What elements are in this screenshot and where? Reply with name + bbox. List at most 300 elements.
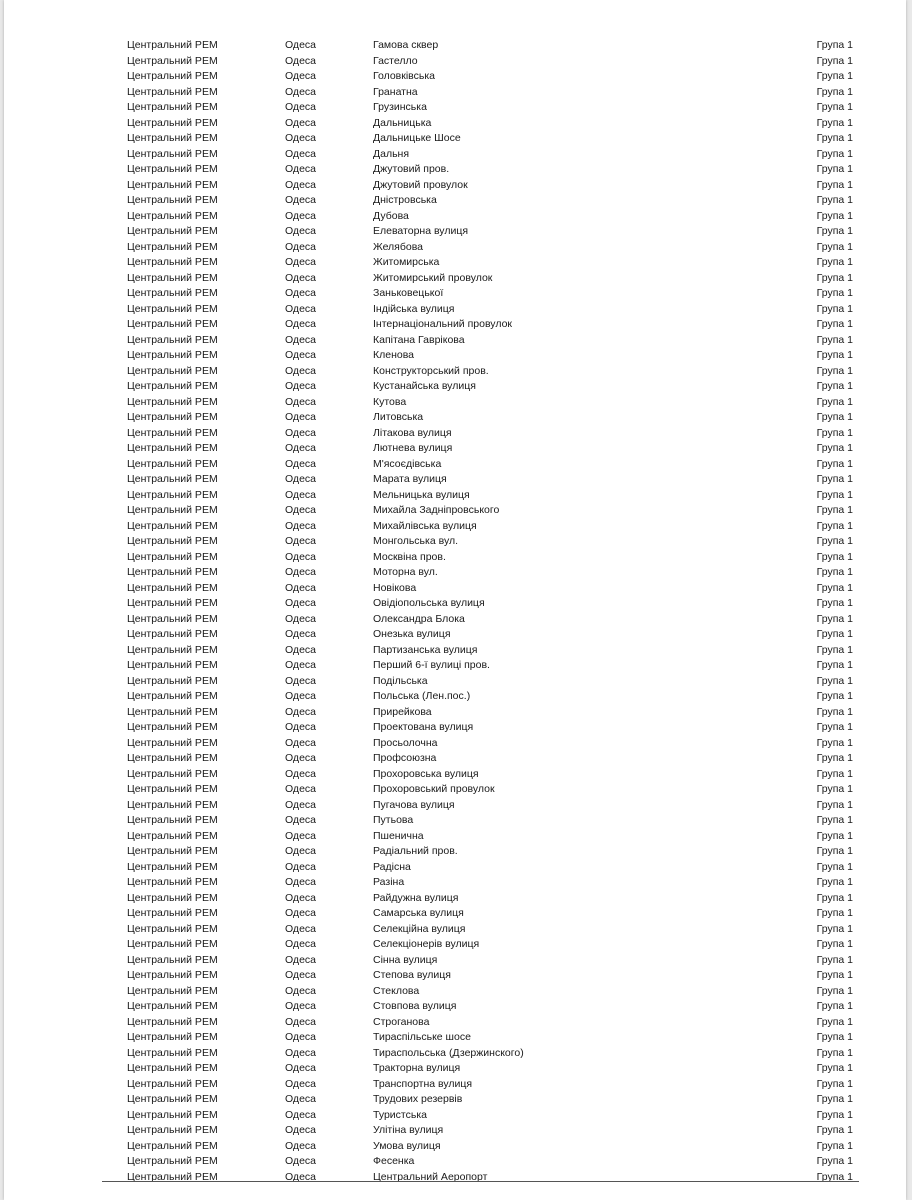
table-row (127, 550, 853, 566)
rem-cell: Центральний РЕМ (127, 225, 218, 237)
table-row (127, 581, 853, 597)
city-cell: Одеса (285, 318, 316, 330)
group-cell: Група 1 (816, 690, 853, 702)
street-cell: Фесенка (373, 1155, 415, 1167)
city-cell: Одеса (285, 752, 316, 764)
city-cell: Одеса (285, 721, 316, 733)
table-row (127, 193, 853, 209)
group-cell: Група 1 (816, 302, 853, 315)
group-cell: Група 1 (816, 612, 853, 625)
city-cell: Одеса (285, 984, 316, 997)
street-cell: Лютнева вулиця (373, 442, 453, 454)
city-cell: Одеса (285, 178, 316, 191)
table-row (127, 457, 853, 473)
rem-cell: Центральний РЕМ (127, 984, 218, 997)
city-cell: Одеса (285, 1124, 316, 1136)
street-cell: Моторна вул. (373, 566, 438, 578)
city-cell: Одеса (285, 628, 316, 640)
street-cell: Умова вулиця (373, 1139, 441, 1152)
group-cell: Група 1 (816, 287, 853, 299)
group-cell: Група 1 (816, 147, 853, 160)
table-row (127, 984, 853, 1000)
rem-cell: Центральний РЕМ (127, 876, 218, 888)
group-cell: Група 1 (816, 1000, 853, 1012)
street-cell: Тракторна вулиця (373, 1062, 461, 1074)
rem-cell: Центральний РЕМ (127, 814, 218, 826)
street-cell: Кустанайська вулиця (373, 380, 476, 392)
city-cell: Одеса (285, 411, 316, 423)
table-row (127, 937, 853, 953)
table-row (127, 488, 853, 504)
table-row (127, 38, 853, 54)
rem-cell: Центральний РЕМ (127, 597, 218, 609)
street-cell: Елеваторна вулиця (373, 225, 469, 237)
street-cell: Селекціонерів вулиця (373, 938, 480, 950)
table-row (127, 782, 853, 798)
rem-cell: Центральний РЕМ (127, 1155, 218, 1167)
street-cell: Радіальний пров. (373, 845, 458, 857)
table-row (127, 54, 853, 70)
city-cell: Одеса (285, 814, 316, 826)
rem-cell: Центральний РЕМ (127, 1062, 218, 1074)
city-cell: Одеса (285, 225, 316, 237)
rem-cell: Центральний РЕМ (127, 953, 218, 966)
table-row (127, 302, 853, 318)
table-row (127, 69, 853, 85)
table-row (127, 426, 853, 442)
table-row (127, 395, 853, 411)
table-row (127, 689, 853, 705)
table-row (127, 379, 853, 395)
city-cell: Одеса (285, 1093, 316, 1105)
city-cell: Одеса (285, 240, 316, 253)
rem-cell: Центральний РЕМ (127, 488, 218, 501)
group-cell: Група 1 (816, 643, 853, 656)
street-cell: Джутовий провулок (373, 178, 468, 191)
group-cell: Група 1 (816, 628, 853, 640)
rem-cell: Центральний РЕМ (127, 752, 218, 764)
group-cell: Група 1 (816, 225, 853, 237)
rem-cell: Центральний РЕМ (127, 85, 218, 98)
rem-cell: Центральний РЕМ (127, 473, 218, 485)
table-row (127, 116, 853, 132)
city-cell: Одеса (285, 209, 316, 222)
table-row (127, 968, 853, 984)
group-cell: Група 1 (816, 721, 853, 733)
group-cell: Група 1 (816, 519, 853, 532)
street-cell: Головківська (373, 70, 436, 82)
city-cell: Одеса (285, 54, 316, 67)
group-cell: Група 1 (816, 380, 853, 392)
rem-cell: Центральний РЕМ (127, 1015, 218, 1028)
street-cell: Прохоровський провулок (373, 783, 495, 795)
table-row (127, 751, 853, 767)
group-cell: Група 1 (816, 705, 853, 718)
address-table (127, 38, 853, 1185)
street-cell: Райдужна вулиця (373, 891, 459, 904)
table-row (127, 906, 853, 922)
table-row (127, 503, 853, 519)
rem-cell: Центральний РЕМ (127, 922, 218, 935)
table-row (127, 410, 853, 426)
rem-cell: Центральний РЕМ (127, 132, 218, 144)
group-cell: Група 1 (816, 1046, 853, 1059)
street-cell: Дальницька (373, 116, 432, 129)
city-cell: Одеса (285, 70, 316, 82)
table-row (127, 627, 853, 643)
group-cell: Група 1 (816, 426, 853, 439)
city-cell: Одеса (285, 147, 316, 160)
street-cell: Партизанська вулиця (373, 643, 478, 656)
city-cell: Одеса (285, 767, 316, 780)
group-cell: Група 1 (816, 860, 853, 873)
table-row (127, 829, 853, 845)
city-cell: Одеса (285, 256, 316, 268)
street-cell: Літакова вулиця (373, 426, 452, 439)
city-cell: Одеса (285, 597, 316, 609)
rem-cell: Центральний РЕМ (127, 1077, 218, 1090)
city-cell: Одеса (285, 783, 316, 795)
group-cell: Група 1 (816, 984, 853, 997)
street-cell: Капітана Гаврікова (373, 333, 465, 346)
group-cell: Група 1 (816, 488, 853, 501)
city-cell: Одеса (285, 566, 316, 578)
group-cell: Група 1 (816, 814, 853, 826)
city-cell: Одеса (285, 581, 316, 594)
street-cell: Марата вулиця (373, 473, 447, 485)
group-cell: Група 1 (816, 938, 853, 950)
rem-cell: Центральний РЕМ (127, 426, 218, 439)
table-row (127, 705, 853, 721)
table-row (127, 813, 853, 829)
street-cell: Житомирський провулок (373, 271, 493, 284)
city-cell: Одеса (285, 674, 316, 687)
street-cell: Житомирська (373, 256, 440, 268)
group-cell: Група 1 (816, 1031, 853, 1043)
street-cell: Желябова (373, 240, 424, 253)
street-cell: Онезька вулиця (373, 628, 451, 640)
table-row (127, 999, 853, 1015)
table-row (127, 255, 853, 271)
street-cell: Прохоровська вулиця (373, 767, 479, 780)
street-cell: Проектована вулиця (373, 721, 474, 733)
table-row (127, 364, 853, 380)
city-cell: Одеса (285, 39, 316, 51)
street-cell: Просьолочна (373, 736, 438, 749)
street-cell: Новікова (373, 581, 417, 594)
rem-cell: Центральний РЕМ (127, 194, 218, 206)
street-cell: Михайла Задніпровського (373, 504, 500, 516)
city-cell: Одеса (285, 1139, 316, 1152)
group-cell: Група 1 (816, 953, 853, 966)
city-cell: Одеса (285, 302, 316, 315)
city-cell: Одеса (285, 457, 316, 470)
street-cell: Пугачова вулиця (373, 798, 455, 811)
group-cell: Група 1 (816, 132, 853, 144)
group-cell: Група 1 (816, 178, 853, 191)
street-cell: Улітіна вулиця (373, 1124, 444, 1136)
city-cell: Одеса (285, 535, 316, 547)
rem-cell: Центральний РЕМ (127, 147, 218, 160)
rem-cell: Центральний РЕМ (127, 395, 218, 408)
rem-cell: Центральний РЕМ (127, 643, 218, 656)
rem-cell: Центральний РЕМ (127, 581, 218, 594)
street-cell: Путьова (373, 814, 414, 826)
group-cell: Група 1 (816, 1062, 853, 1074)
city-cell: Одеса (285, 876, 316, 888)
group-cell: Група 1 (816, 907, 853, 919)
table-row (127, 317, 853, 333)
street-cell: Строганова (373, 1015, 430, 1028)
rem-cell: Центральний РЕМ (127, 1139, 218, 1152)
street-cell: Овідіопольська вулиця (373, 597, 485, 609)
city-cell: Одеса (285, 364, 316, 377)
group-cell: Група 1 (816, 116, 853, 129)
rem-cell: Центральний РЕМ (127, 101, 218, 113)
city-cell: Одеса (285, 1170, 316, 1183)
city-cell: Одеса (285, 659, 316, 671)
street-cell: Грузинська (373, 101, 427, 113)
table-row (127, 1154, 853, 1170)
rem-cell: Центральний РЕМ (127, 566, 218, 578)
table-row (127, 162, 853, 178)
rem-cell: Центральний РЕМ (127, 690, 218, 702)
street-cell: Польська (Лен.пос.) (373, 690, 471, 702)
street-cell: Трудових резервів (373, 1093, 463, 1105)
table-row (127, 85, 853, 101)
rem-cell: Центральний РЕМ (127, 411, 218, 423)
city-cell: Одеса (285, 333, 316, 346)
city-cell: Одеса (285, 132, 316, 144)
rem-cell: Центральний РЕМ (127, 612, 218, 625)
rem-cell: Центральний РЕМ (127, 798, 218, 811)
table-row (127, 286, 853, 302)
street-cell: Самарська вулиця (373, 907, 464, 919)
city-cell: Одеса (285, 426, 316, 439)
city-cell: Одеса (285, 922, 316, 935)
group-cell: Група 1 (816, 473, 853, 485)
group-cell: Група 1 (816, 550, 853, 563)
street-cell: Сінна вулиця (373, 953, 438, 966)
group-cell: Група 1 (816, 845, 853, 857)
street-cell: Москвіна пров. (373, 550, 446, 563)
city-cell: Одеса (285, 1046, 316, 1059)
city-cell: Одеса (285, 395, 316, 408)
street-cell: Тираспільське шосе (373, 1031, 471, 1043)
rem-cell: Центральний РЕМ (127, 1046, 218, 1059)
table-row (127, 875, 853, 891)
table-row (127, 612, 853, 628)
city-cell: Одеса (285, 969, 316, 981)
table-row (127, 441, 853, 457)
group-cell: Група 1 (816, 85, 853, 98)
city-cell: Одеса (285, 1108, 316, 1121)
rem-cell: Центральний РЕМ (127, 1031, 218, 1043)
group-cell: Група 1 (816, 969, 853, 981)
rem-cell: Центральний РЕМ (127, 209, 218, 222)
city-cell: Одеса (285, 1077, 316, 1090)
rem-cell: Центральний РЕМ (127, 628, 218, 640)
group-cell: Група 1 (816, 54, 853, 67)
street-cell: Дубова (373, 209, 409, 222)
street-cell: Литовська (373, 411, 424, 423)
street-cell: Дальня (373, 147, 410, 160)
group-cell: Група 1 (816, 597, 853, 609)
street-cell: Мельницька вулиця (373, 488, 470, 501)
table-row (127, 348, 853, 364)
table-row (127, 736, 853, 752)
city-cell: Одеса (285, 690, 316, 702)
table-row (127, 1077, 853, 1093)
street-cell: Дальницьке Шосе (373, 132, 461, 144)
street-cell: Індійська вулиця (373, 302, 455, 315)
group-cell: Група 1 (816, 1124, 853, 1136)
street-cell: Разіна (373, 876, 405, 888)
group-cell: Група 1 (816, 581, 853, 594)
group-cell: Група 1 (816, 798, 853, 811)
rem-cell: Центральний РЕМ (127, 1170, 218, 1183)
group-cell: Група 1 (816, 674, 853, 687)
document-page (4, 0, 906, 1200)
city-cell: Одеса (285, 860, 316, 873)
group-cell: Група 1 (816, 1139, 853, 1152)
group-cell: Група 1 (816, 1015, 853, 1028)
street-cell: Дністровська (373, 194, 437, 206)
group-cell: Група 1 (816, 767, 853, 780)
rem-cell: Центральний РЕМ (127, 163, 218, 175)
table-row (127, 643, 853, 659)
rem-cell: Центральний РЕМ (127, 829, 218, 842)
city-cell: Одеса (285, 829, 316, 842)
table-row (127, 565, 853, 581)
city-cell: Одеса (285, 736, 316, 749)
rem-cell: Центральний РЕМ (127, 457, 218, 470)
table-bottom-line (102, 1181, 859, 1182)
table-row (127, 1108, 853, 1124)
group-cell: Група 1 (816, 395, 853, 408)
table-row (127, 209, 853, 225)
rem-cell: Центральний РЕМ (127, 721, 218, 733)
group-cell: Група 1 (816, 876, 853, 888)
rem-cell: Центральний РЕМ (127, 333, 218, 346)
table-row (127, 333, 853, 349)
street-cell: Конструкторський пров. (373, 364, 489, 377)
group-cell: Група 1 (816, 566, 853, 578)
rem-cell: Центральний РЕМ (127, 969, 218, 981)
group-cell: Група 1 (816, 535, 853, 547)
street-cell: Транспортна вулиця (373, 1077, 473, 1090)
city-cell: Одеса (285, 442, 316, 454)
street-cell: Заньковецької (373, 287, 444, 299)
table-row (127, 922, 853, 938)
table-row (127, 1092, 853, 1108)
city-cell: Одеса (285, 907, 316, 919)
rem-cell: Центральний РЕМ (127, 442, 218, 454)
table-row (127, 240, 853, 256)
city-cell: Одеса (285, 473, 316, 485)
group-cell: Група 1 (816, 194, 853, 206)
rem-cell: Центральний РЕМ (127, 349, 218, 361)
city-cell: Одеса (285, 287, 316, 299)
group-cell: Група 1 (816, 39, 853, 51)
street-cell: Радісна (373, 860, 411, 873)
table-row (127, 1015, 853, 1031)
group-cell: Група 1 (816, 349, 853, 361)
table-row (127, 767, 853, 783)
street-cell: Гастелло (373, 54, 418, 67)
table-row (127, 100, 853, 116)
city-cell: Одеса (285, 938, 316, 950)
group-cell: Група 1 (816, 659, 853, 671)
rem-cell: Центральний РЕМ (127, 380, 218, 392)
table-row (127, 271, 853, 287)
table-row (127, 1030, 853, 1046)
rem-cell: Центральний РЕМ (127, 891, 218, 904)
group-cell: Група 1 (816, 922, 853, 935)
rem-cell: Центральний РЕМ (127, 1108, 218, 1121)
street-cell: Михайлівська вулиця (373, 519, 477, 532)
street-cell: Степова вулиця (373, 969, 451, 981)
city-cell: Одеса (285, 643, 316, 656)
group-cell: Група 1 (816, 333, 853, 346)
table-row (127, 178, 853, 194)
table-row (127, 224, 853, 240)
group-cell: Група 1 (816, 70, 853, 82)
city-cell: Одеса (285, 101, 316, 113)
table-row (127, 1046, 853, 1062)
city-cell: Одеса (285, 1062, 316, 1074)
group-cell: Група 1 (816, 256, 853, 268)
rem-cell: Центральний РЕМ (127, 674, 218, 687)
rem-cell: Центральний РЕМ (127, 54, 218, 67)
rem-cell: Центральний РЕМ (127, 860, 218, 873)
rem-cell: Центральний РЕМ (127, 1124, 218, 1136)
rem-cell: Центральний РЕМ (127, 302, 218, 315)
rem-cell: Центральний РЕМ (127, 783, 218, 795)
group-cell: Група 1 (816, 891, 853, 904)
group-cell: Група 1 (816, 442, 853, 454)
city-cell: Одеса (285, 1031, 316, 1043)
city-cell: Одеса (285, 612, 316, 625)
group-cell: Група 1 (816, 457, 853, 470)
city-cell: Одеса (285, 953, 316, 966)
group-cell: Група 1 (816, 364, 853, 377)
rem-cell: Центральний РЕМ (127, 519, 218, 532)
rem-cell: Центральний РЕМ (127, 256, 218, 268)
rem-cell: Центральний РЕМ (127, 659, 218, 671)
table-row (127, 1123, 853, 1139)
group-cell: Група 1 (816, 271, 853, 284)
city-cell: Одеса (285, 845, 316, 857)
street-cell: Перший 6-ї вулиці пров. (373, 659, 490, 671)
group-cell: Група 1 (816, 829, 853, 842)
table-row (127, 1139, 853, 1155)
street-cell: Джутовий пров. (373, 163, 450, 175)
street-cell: Монгольська вул. (373, 535, 459, 547)
group-cell: Група 1 (816, 411, 853, 423)
group-cell: Група 1 (816, 752, 853, 764)
city-cell: Одеса (285, 85, 316, 98)
rem-cell: Центральний РЕМ (127, 318, 218, 330)
group-cell: Група 1 (816, 163, 853, 175)
city-cell: Одеса (285, 798, 316, 811)
street-cell: Пшенична (373, 829, 424, 842)
city-cell: Одеса (285, 194, 316, 206)
group-cell: Група 1 (816, 1093, 853, 1105)
street-cell: Олександра Блока (373, 612, 465, 625)
street-cell: Селекційна вулиця (373, 922, 466, 935)
table-row (127, 147, 853, 163)
